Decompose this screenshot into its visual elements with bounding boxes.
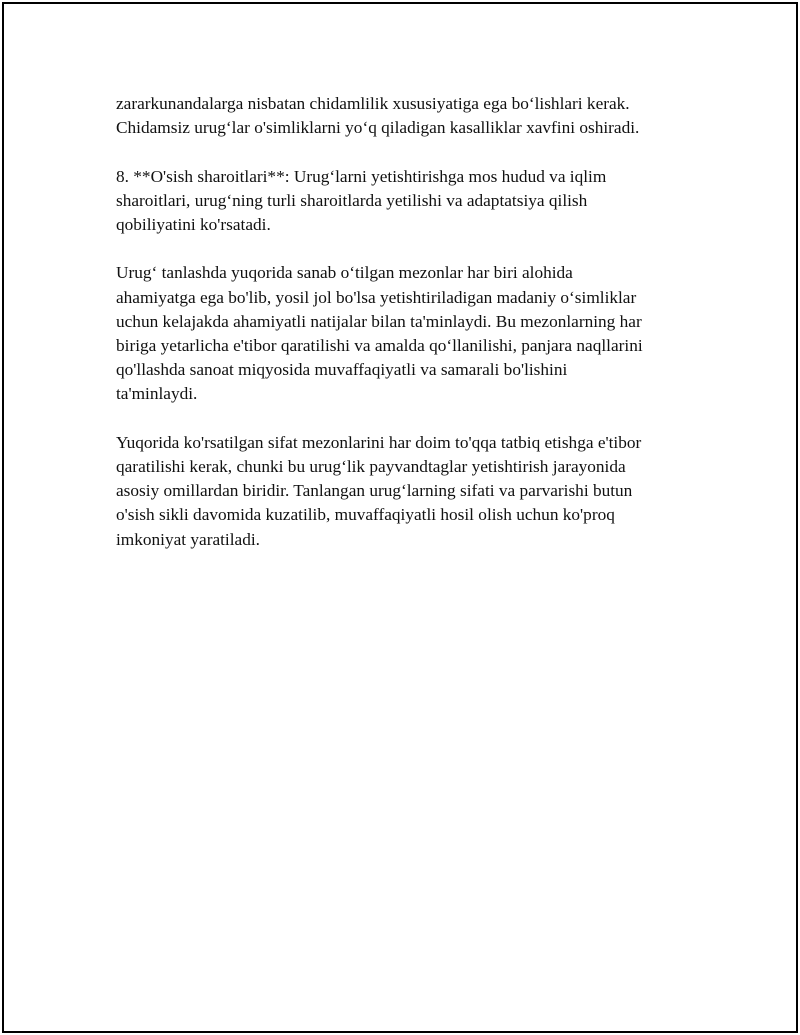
text-line: asosiy omillardan biridir. Tanlangan urug‘larning sifati va parvarishi butun bbox=[116, 481, 633, 501]
text-line: Yuqorida ko'rsatilgan sifat mezonlarini har doim to'qqa tatbiq etishga e'tibor bbox=[116, 432, 642, 452]
text-line: imkoniyat yaratiladi. bbox=[116, 529, 260, 549]
text-line: sharoitlari, urug‘ning turli sharoitlarda yetilishi va adaptatsiya qilish bbox=[116, 190, 588, 210]
text-line: o'sish sikli davomida kuzatilib, muvaffaqiyatli hosil olish uchun ko'proq bbox=[116, 505, 615, 525]
text-line: uchun kelajakda ahamiyatli natijalar bilan ta'minlaydi. Bu mezonlarning har bbox=[116, 311, 642, 331]
paragraph-conclusion bbox=[116, 431, 686, 552]
paragraph-resistance bbox=[116, 92, 686, 140]
paragraph-selection-criteria bbox=[116, 261, 686, 406]
text-line: 8. **O'sish sharoitlari**: Urug‘larni yetishtirishga mos hudud va iqlim bbox=[116, 166, 607, 186]
text-line: qo'llashda sanoat miqyosida muvaffaqiyatli va samarali bo'lishini bbox=[116, 360, 568, 380]
text-line: ahamiyatga ega bo'lib, yosil jol bo'lsa yetishtiriladigan madaniy o‘simliklar bbox=[116, 287, 637, 307]
text-line: biriga yetarlicha e'tibor qaratilishi va amalda qo‘llanilishi, panjara naqllarini bbox=[116, 336, 643, 355]
document-body bbox=[116, 92, 686, 576]
text-line: qaratilishi kerak, chunki bu urug‘lik payvandtaglar yetishtirish jarayonida bbox=[116, 457, 626, 476]
paragraph-growing-conditions bbox=[116, 165, 686, 238]
text-line: zararkunandalarga nisbatan chidamlilik xususiyatiga ega bo‘lishlari kerak. bbox=[116, 94, 630, 113]
text-line: qobiliyatini ko'rsatadi. bbox=[116, 215, 271, 234]
text-line: Chidamsiz urug‘lar o'simliklarni yo‘q qiladigan kasalliklar xavfini oshiradi. bbox=[116, 118, 640, 138]
text-line: Urug‘ tanlashda yuqorida sanab o‘tilgan mezonlar har biri alohida bbox=[116, 263, 573, 283]
text-line: ta'minlaydi. bbox=[116, 384, 198, 404]
